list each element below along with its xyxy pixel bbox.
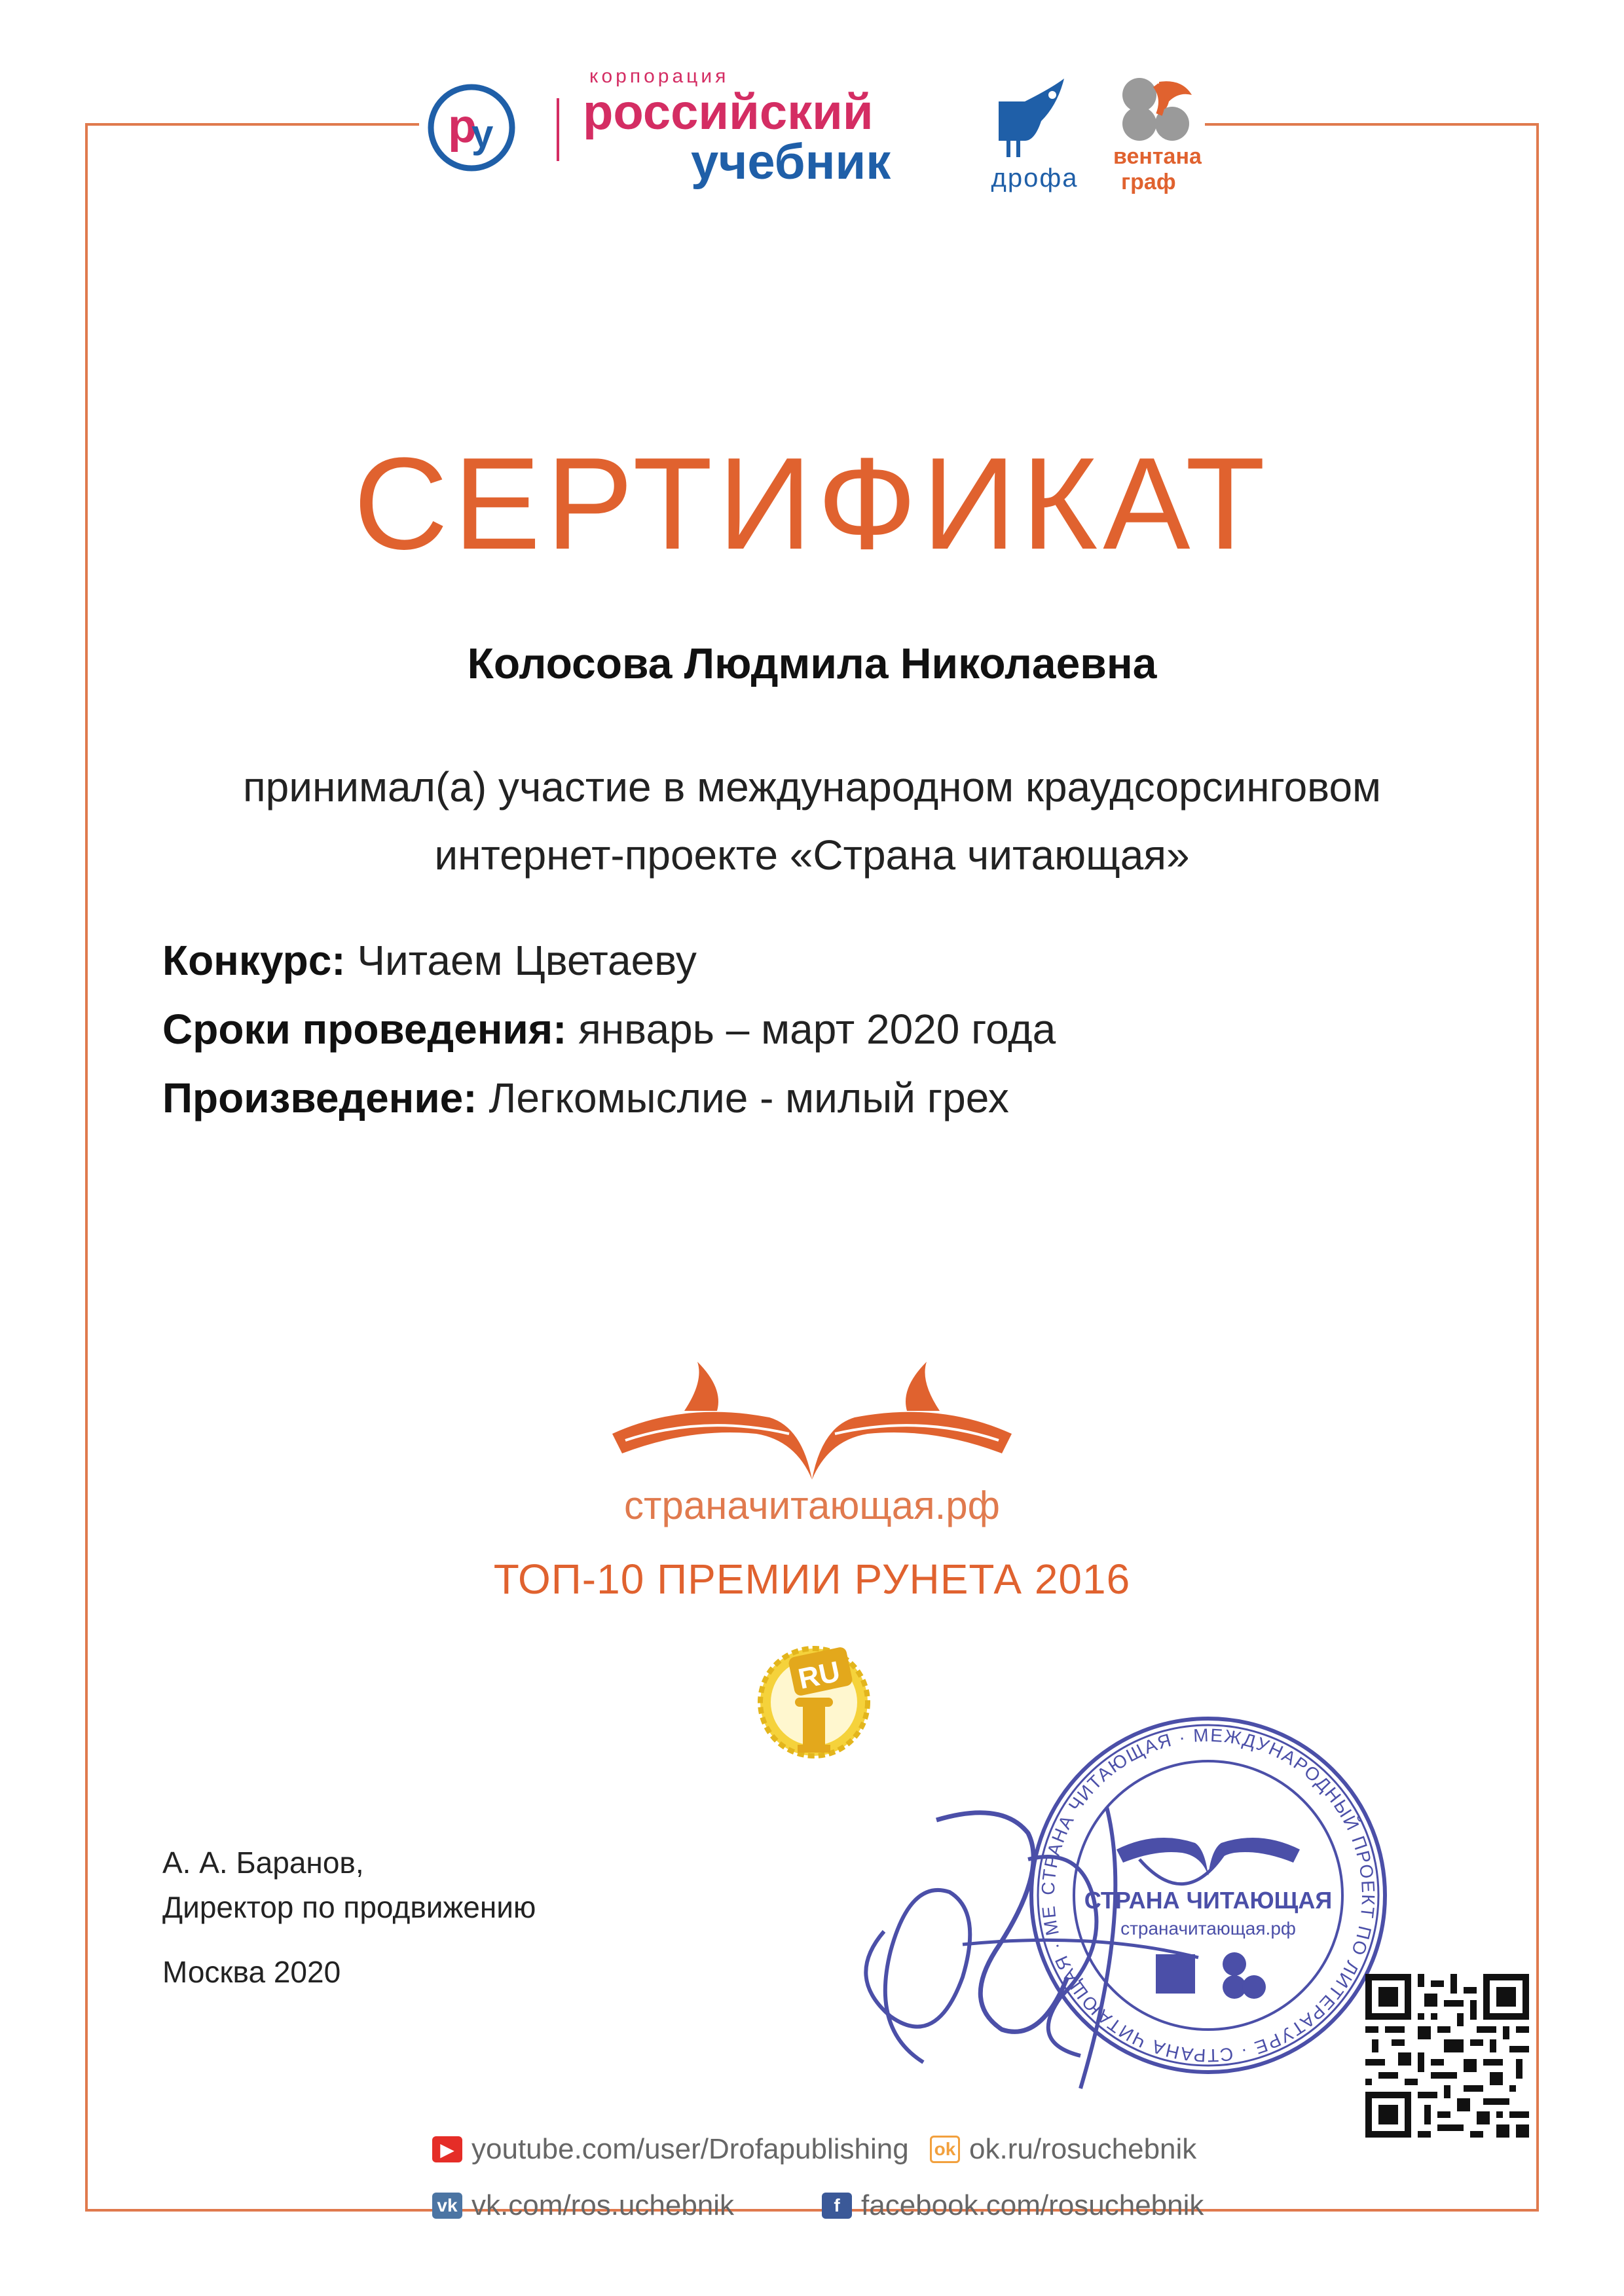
vk-link[interactable] xyxy=(432,2189,734,2222)
certificate-title: СЕРТИФИКАТ xyxy=(353,431,1271,577)
youtube-link[interactable] xyxy=(432,2133,909,2166)
contest-line xyxy=(162,936,697,985)
participation-line2: интернет-проекте «Страна читающая» xyxy=(434,831,1190,879)
frame-bottom xyxy=(85,2209,1539,2212)
place-year: Москва 2020 xyxy=(162,1955,341,1989)
period-line xyxy=(162,1005,1056,1053)
contest-value: Читаем Цветаеву xyxy=(357,937,697,984)
brand-line1: российский xyxy=(583,84,874,140)
vk-icon: vk xyxy=(432,2193,462,2219)
participation-line1: принимал(а) участие в международном краудсорсинговом xyxy=(242,763,1382,811)
corp-label: корпорация xyxy=(589,65,729,87)
period-value: январь – март 2020 года xyxy=(578,1006,1056,1053)
qr-code-icon xyxy=(1365,1974,1529,2138)
period-label: Сроки проведения: xyxy=(162,1006,567,1053)
frame-top-left xyxy=(85,123,419,126)
work-line xyxy=(162,1074,1009,1122)
book-wings-icon xyxy=(606,1355,1018,1486)
logo-divider xyxy=(557,98,559,161)
ventana-graf-icon xyxy=(1120,75,1198,141)
project-site-link[interactable]: страначитающая.рф xyxy=(624,1484,1000,1527)
facebook-link[interactable] xyxy=(822,2189,1204,2222)
drofa-logo xyxy=(979,75,1090,192)
stamp-title: СТРАНА ЧИТАЮЩАЯ xyxy=(1084,1887,1333,1914)
ventana-label2: граф xyxy=(1121,170,1176,194)
frame-top-right xyxy=(1205,123,1539,126)
contest-label: Конкурс: xyxy=(162,937,346,984)
work-label: Произведение: xyxy=(162,1074,477,1121)
stamp-icon xyxy=(1025,1712,1392,2079)
ok-url: ok.ru/rosuchebnik xyxy=(969,2133,1197,2165)
award-title: ТОП-10 ПРЕМИИ РУНЕТА 2016 xyxy=(493,1556,1131,1603)
facebook-icon: f xyxy=(822,2193,852,2219)
brand-block xyxy=(583,65,936,196)
participation-text xyxy=(0,753,1624,889)
stamp-ring-text: СТРАНА ЧИТАЮЩАЯ · МЕЖДУНАРОДНЫЙ ПРОЕКТ ПО ЛИТЕРАТУРЕ · СТРАНА ЧИТАЮЩАЯ · МЕ xyxy=(1037,1724,1379,2066)
runet-award-icon xyxy=(752,1640,876,1764)
award-badge-text: RU xyxy=(795,1655,843,1696)
ok-link[interactable] xyxy=(930,2133,1196,2166)
ventana-logo xyxy=(1113,75,1225,193)
svg-text:у: у xyxy=(471,112,494,156)
facebook-url: facebook.com/rosuchebnik xyxy=(861,2189,1204,2221)
vk-url: vk.com/ros.uchebnik xyxy=(471,2189,735,2221)
signer-position: Директор по продвижению xyxy=(162,1890,536,1924)
svg-text:р: р xyxy=(448,100,477,153)
signer-name: А. А. Баранов, xyxy=(162,1846,364,1880)
ru-logo-icon xyxy=(426,82,517,173)
ok-icon: ok xyxy=(930,2136,960,2163)
recipient-name: Колосова Людмила Николаевна xyxy=(467,639,1157,687)
youtube-url: youtube.com/user/Drofapublishing xyxy=(471,2133,909,2165)
ventana-label1: вентана xyxy=(1113,144,1202,169)
youtube-icon: ▶ xyxy=(432,2136,462,2162)
work-value: Легкомыслие - милый грех xyxy=(489,1074,1009,1121)
brand-line2: учебник xyxy=(691,134,891,190)
drofa-label: дрофа xyxy=(991,164,1079,192)
stamp-site: страначитающая.рф xyxy=(1120,1918,1296,1939)
drofa-bird-icon xyxy=(979,75,1090,160)
